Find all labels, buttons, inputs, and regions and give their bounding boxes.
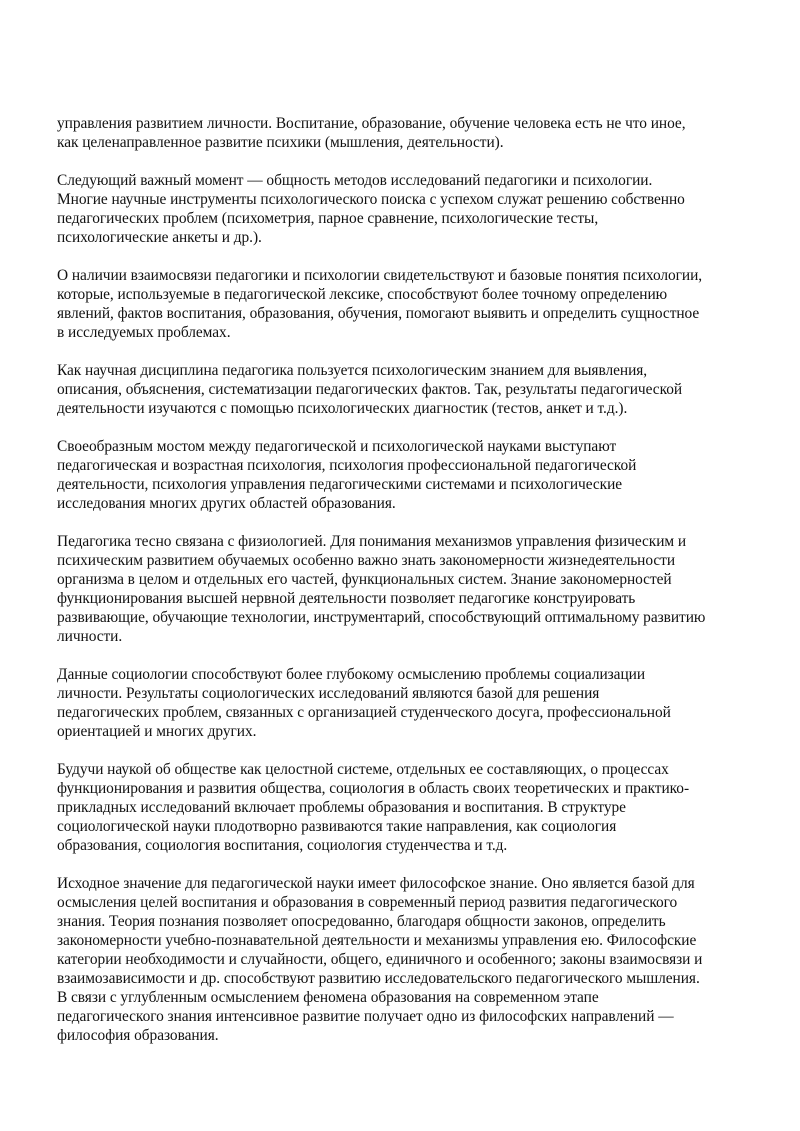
paragraph-bridge-sciences: Своеобразным мостом между педагогической и психологической науками выступают педагогическая и возрастная психология, психология профессиональной педагогической деятельности, психология управления педагогическими системами и психологические исследования многих других областей образования. xyxy=(57,438,637,512)
paragraph-physiology: Педагогика тесно связана с физиологией. Для понимания механизмов управления физическим и психическим развитием обучаемых особенно важно знать закономерности жизнедеятельности организма в целом и отдельных его частей, функциональных систем. Знание закономерностей функционирования высшей нервной деятельности позволяет педагогике конструировать развивающие, обучающие технологии, инструментарий, способствующий оптимальному развитию личности. xyxy=(57,533,706,645)
paragraph-basic-concepts: О наличии взаимосвязи педагогики и психологии свидетельствуют и базовые понятия психологии, которые, используемые в педагогической лексике, способствуют более точному определению явлений, фактов воспитания, образования, обучения, помогают выявить и определить сущностное в исследуемых проблемах. xyxy=(57,267,703,341)
document-body xyxy=(57,114,747,1064)
paragraph-sociology-data: Данные социологии способствуют более глубокому осмыслению проблемы социализации личности. Результаты социологических исследований являются базой для решения педагогических проблем, связанных с организацией студенческого досуга, профессиональной ориентацией и многих других. xyxy=(57,666,671,740)
paragraph-sociology-science: Будучи наукой об обществе как целостной системе, отдельных ее составляющих, о процессах функционирования и развития общества, социология в область своих теоретических и практико- прикладных исследований включает проблемы образования и воспитания. В структуре социологической науки плодотворно развиваются такие направления, как социология образования, социология воспитания, социология студенчества и т.д. xyxy=(57,761,690,854)
paragraph-research-methods: Следующий важный момент — общность методов исследований педагогики и психологии. Многие научные инструменты психологического поиска с успехом служат решению собственно педагогических проблем (психометрия, парное сравнение, психологические тесты, психологические анкеты и др.). xyxy=(57,172,685,246)
paragraph-philosophy: Исходное значение для педагогической науки имеет философское знание. Оно является базой для осмысления целей воспитания и образования в современный период развития педагогического знания. Теория познания позволяет опосредованно, благодаря общности законов, определить закономерности учебно-познавательной деятельности и механизмы управления ею. Философские категории необходимости и случайности, общего, единичного и особенного; законы взаимосвязи и взаимозависимости и др. способствуют развитию исследовательского педагогического мышления. В связи с углубленным осмыслением феномена образования на современном этапе педагогического знания интенсивное развитие получает одно из философских направлений — философия образования. xyxy=(57,875,703,1044)
paragraph-psychology-education: управления развитием личности. Воспитание, образование, обучение человека есть не что иное, как целенаправленное развитие психики (мышления, деятельности). xyxy=(57,115,686,151)
paragraph-scientific-discipline: Как научная дисциплина педагогика пользуется психологическим знанием для выявления, описания, объяснения, систематизации педагогических фактов. Так, результаты педагогической деятельности изучаются с помощью психологических диагностик (тестов, анкет и т.д.). xyxy=(57,362,683,417)
